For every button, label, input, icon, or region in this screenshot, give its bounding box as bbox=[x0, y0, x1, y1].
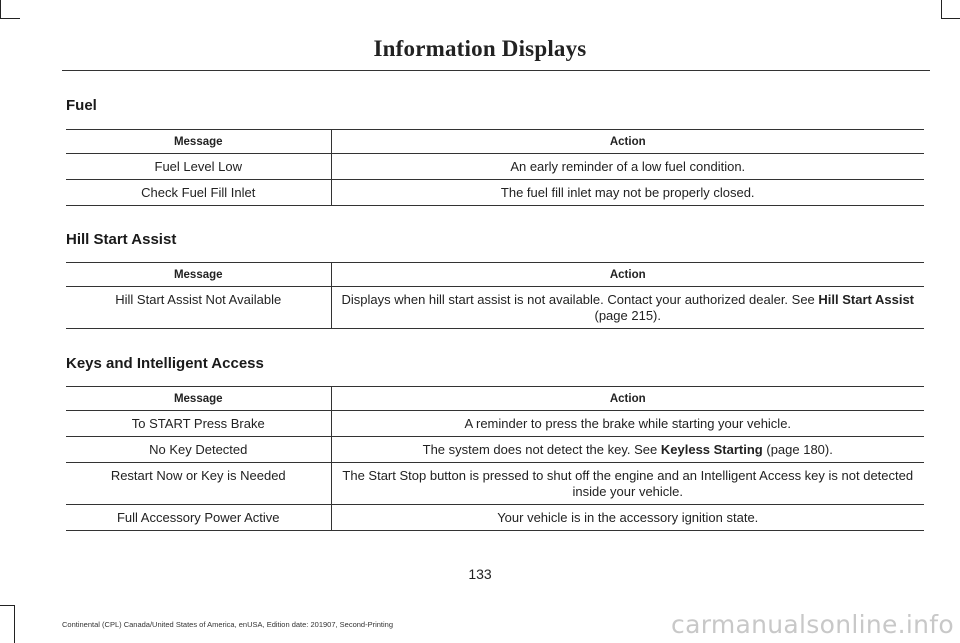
message-cell: To START Press Brake bbox=[66, 411, 331, 437]
action-cell bbox=[331, 437, 924, 463]
page-reference: (page 215). bbox=[594, 308, 661, 323]
action-cell: Your vehicle is in the accessory ignition state. bbox=[331, 505, 924, 531]
watermark: carmanualsonline.info bbox=[671, 610, 954, 639]
message-cell: Check Fuel Fill Inlet bbox=[66, 180, 331, 206]
table-row bbox=[66, 287, 924, 329]
column-header-action: Action bbox=[331, 130, 924, 154]
table-row bbox=[66, 505, 924, 531]
message-cell: Full Accessory Power Active bbox=[66, 505, 331, 531]
cross-reference-link[interactable]: Hill Start Assist bbox=[818, 292, 915, 307]
message-cell: Restart Now or Key is Needed bbox=[66, 463, 331, 505]
table-row bbox=[66, 411, 924, 437]
action-cell: An early reminder of a low fuel condition. bbox=[331, 154, 924, 180]
section-heading-fuel: Fuel bbox=[66, 97, 97, 114]
message-cell: Hill Start Assist Not Available bbox=[66, 287, 331, 329]
action-cell: The Start Stop button is pressed to shut off the engine and an Intelligent Access key is not detected inside your vehicle. bbox=[331, 463, 924, 505]
action-text: The system does not detect the key. See bbox=[422, 442, 661, 457]
page-number: 133 bbox=[468, 566, 492, 582]
cross-reference-link[interactable]: Keyless Starting bbox=[660, 442, 763, 457]
column-header-message: Message bbox=[66, 387, 331, 411]
crop-mark bbox=[0, 0, 1, 18]
crop-mark bbox=[0, 605, 14, 606]
table-row bbox=[66, 437, 924, 463]
action-cell: The fuel fill inlet may not be properly closed. bbox=[331, 180, 924, 206]
page-reference: (page 180). bbox=[762, 442, 833, 457]
message-cell: Fuel Level Low bbox=[66, 154, 331, 180]
crop-mark bbox=[941, 18, 960, 19]
column-header-message: Message bbox=[66, 130, 331, 154]
section-heading-keys: Keys and Intelligent Access bbox=[66, 355, 264, 372]
column-header-message: Message bbox=[66, 263, 331, 287]
table-row bbox=[66, 154, 924, 180]
action-cell: A reminder to press the brake while starting your vehicle. bbox=[331, 411, 924, 437]
page-title: Information Displays bbox=[373, 36, 587, 61]
hill-start-message-table bbox=[66, 262, 924, 329]
section-heading-hill-start-assist: Hill Start Assist bbox=[66, 231, 177, 248]
crop-mark bbox=[0, 18, 20, 19]
table-header-row bbox=[66, 387, 924, 411]
table-row bbox=[66, 463, 924, 505]
action-cell bbox=[331, 287, 924, 329]
table-header-row bbox=[66, 263, 924, 287]
crop-mark bbox=[14, 605, 15, 643]
message-cell: No Key Detected bbox=[66, 437, 331, 463]
column-header-action: Action bbox=[331, 387, 924, 411]
crop-mark bbox=[941, 0, 942, 18]
action-text: Displays when hill start assist is not available. Contact your authorized dealer. See bbox=[341, 292, 819, 307]
keys-message-table bbox=[66, 386, 924, 531]
title-divider bbox=[62, 70, 930, 71]
column-header-action: Action bbox=[331, 263, 924, 287]
table-row bbox=[66, 180, 924, 206]
edition-footer: Continental (CPL) Canada/United States of America, enUSA, Edition date: 201907, Second-Printing bbox=[62, 620, 394, 629]
table-header-row bbox=[66, 130, 924, 154]
fuel-message-table bbox=[66, 129, 924, 206]
